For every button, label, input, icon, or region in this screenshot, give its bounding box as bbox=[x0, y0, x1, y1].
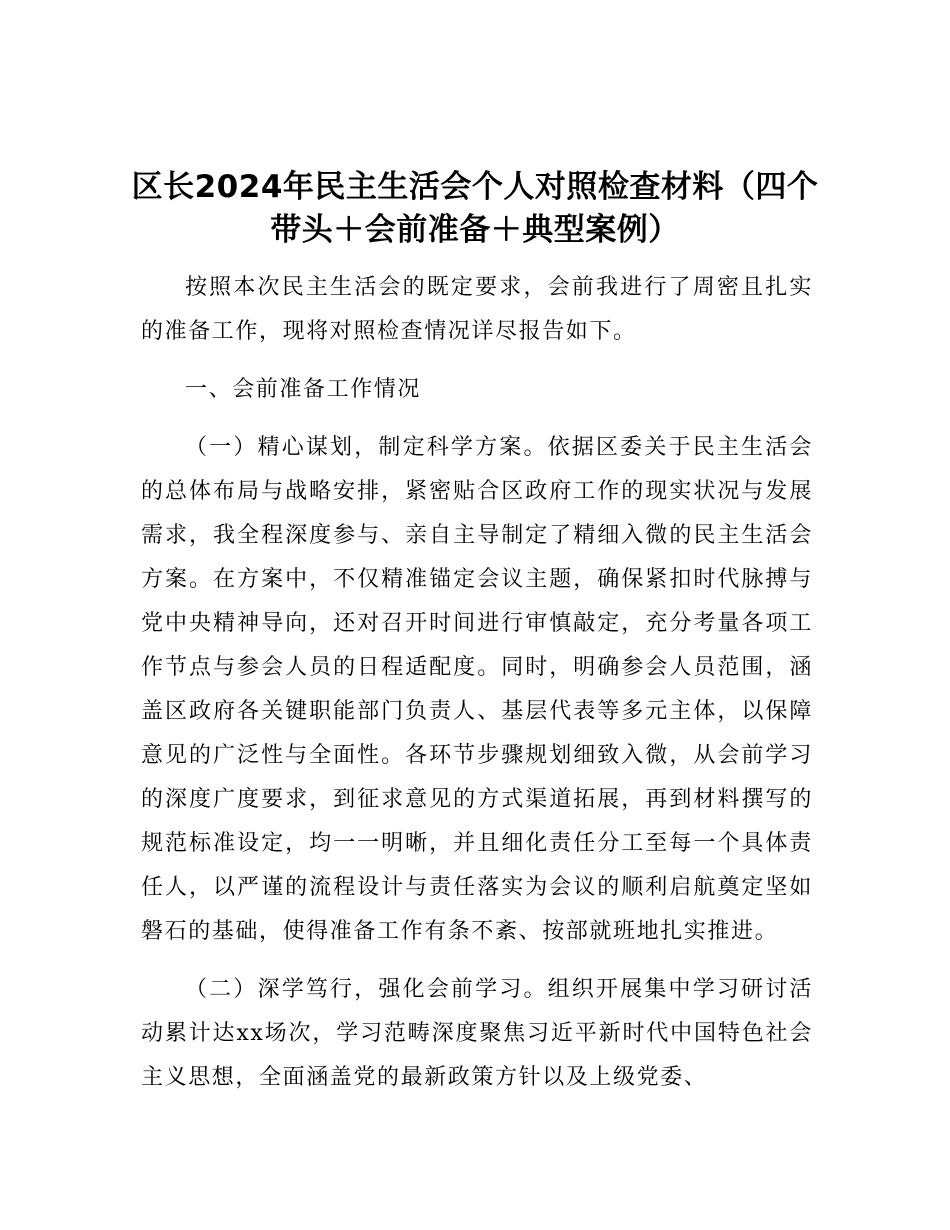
document-title: 区长2024年民主生活会个人对照检查材料（四个带头＋会前准备＋典型案例） bbox=[131, 169, 819, 248]
intro-paragraph: 按照本次民主生活会的既定要求，会前我进行了周密且扎实的准备工作，现将对照检查情况详尽报告如下。 bbox=[141, 275, 813, 344]
paragraph-preparation-plan: （一）精心谋划，制定科学方案。依据区委关于民主生活会的总体布局与战略安排，紧密贴合区政府工作的现实状况与发展需求，我全程深度参与、亲自主导制定了精细入微的民主生活会方案。在方案中，不仅精准锚定会议主题，确保紧扣时代脉搏与党中央精神导向，还对召开时间进行审慎敲定，充分考量各项工作节点与参会人员的日程适配度。同时，明确参会人员范围，涵盖区政府各关键职能部门负责人、基层代表等多元主体，以保障意见的广泛性与全面性。各环节步骤规划细致入微，从会前学习的深度广度要求，到征求意见的方式渠道拓展，再到材料撰写的规范标准设定，均一一明晰，并且细化责任分工至每一个具体责任人，以严谨的流程设计与责任落实为会议的顺利启航奠定坚如磐石的基础，使得准备工作有条不紊、按部就班地扎实推进。 bbox=[141, 435, 813, 944]
document-body bbox=[141, 266, 813, 1114]
paragraph-preparation-study: （二）深学笃行，强化会前学习。组织开展集中学习研讨活动累计达xx场次，学习范畴深度聚焦习近平新时代中国特色社会主义思想，全面涵盖党的最新政策方针以及上级党委、 bbox=[141, 977, 813, 1090]
section-heading-1: 一、会前准备工作情况 bbox=[185, 377, 422, 402]
